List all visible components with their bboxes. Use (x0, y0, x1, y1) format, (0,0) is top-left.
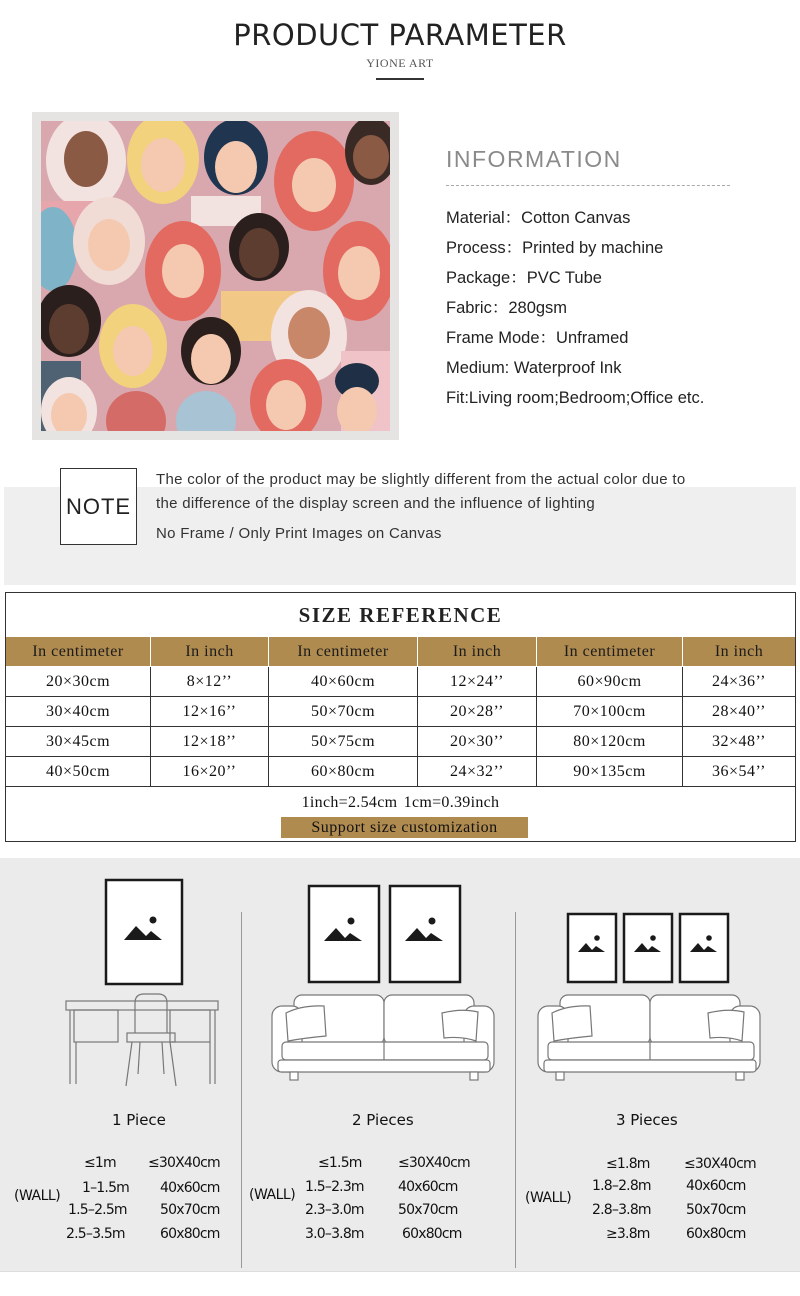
print-size: 50x70cm (398, 1202, 458, 1218)
table-cell: 50×75cm (269, 727, 418, 756)
table-cell: 30×45cm (6, 727, 151, 756)
one-piece-label: 1 Piece (112, 1111, 166, 1129)
table-cell: 16×20’’ (151, 757, 269, 786)
note-line-3: No Frame / Only Print Images on Canvas (156, 525, 442, 542)
info-fabric: Fabric：280gsm (446, 299, 568, 317)
wall-width: 2.8–3.8m (592, 1202, 651, 1218)
print-size: 40x60cm (160, 1180, 220, 1196)
info-package: Package：PVC Tube (446, 269, 602, 287)
information-title: INFORMATION (446, 146, 622, 172)
note-line-2: the difference of the display screen and the influence of lighting (156, 495, 595, 512)
info-material: Material：Cotton Canvas (446, 209, 631, 227)
print-size: 60x80cm (402, 1226, 462, 1242)
unit-conversion: 1inch=2.54cm 1cm=0.39inch (301, 794, 500, 811)
print-size: 40x60cm (398, 1179, 458, 1195)
note-line-1: The color of the product may be slightly different from the actual color due to (156, 471, 686, 488)
table-cell: 8×12’’ (151, 667, 269, 696)
print-size: 50x70cm (686, 1202, 746, 1218)
size-table-header (6, 637, 795, 666)
sofa-two-frames-icon (242, 858, 515, 1098)
wall-label: (WALL) (249, 1187, 296, 1203)
header-inch-2: In inch (418, 637, 537, 666)
note-label: NOTE (60, 468, 137, 545)
wall-width: 1.5–2.3m (305, 1179, 364, 1195)
table-row (6, 757, 795, 787)
sofa-three-frames-icon (516, 858, 800, 1098)
table-cell: 12×16’’ (151, 697, 269, 726)
wall-width: ≥3.8m (606, 1226, 650, 1242)
print-size: ≤30X40cm (148, 1155, 220, 1171)
info-fit: Fit:Living room;Bedroom;Office etc. (446, 389, 705, 407)
brand-subtitle: YIONE ART (366, 56, 434, 70)
print-size: 60x80cm (686, 1226, 746, 1242)
header-cm-2: In centimeter (269, 637, 418, 666)
table-cell: 60×80cm (269, 757, 418, 786)
title-underline (376, 78, 424, 80)
table-cell: 60×90cm (537, 667, 683, 696)
header-inch-1: In inch (151, 637, 269, 666)
wall-width: 1.8–2.8m (592, 1178, 651, 1194)
two-pieces-label: 2 Pieces (352, 1111, 414, 1129)
table-cell: 28×40’’ (712, 702, 766, 720)
table-cell: 90×135cm (537, 757, 683, 786)
info-medium: Medium: Waterproof Ink (446, 359, 622, 377)
size-reference-title: SIZE REFERENCE (298, 603, 503, 627)
wall-label: (WALL) (525, 1190, 572, 1206)
print-size: ≤30X40cm (684, 1156, 756, 1172)
table-cell: 12×24’’ (418, 667, 537, 696)
desk-scene-icon (0, 858, 241, 1098)
table-cell: 50×70cm (269, 697, 418, 726)
table-cell: 40×60cm (269, 667, 418, 696)
page-title: PRODUCT PARAMETER (233, 18, 567, 52)
women-portrait-illustration (41, 121, 390, 431)
table-cell: 32×48’’ (712, 732, 766, 750)
info-process: Process：Printed by machine (446, 239, 664, 257)
wall-width: 3.0–3.8m (305, 1226, 364, 1242)
wall-width: 2.3–3.0m (305, 1202, 364, 1218)
table-cell: 70×100cm (537, 697, 683, 726)
customization-badge: Support size customization (281, 817, 528, 838)
header-cm-1: In centimeter (6, 637, 151, 666)
table-row (6, 727, 795, 757)
wall-label: (WALL) (14, 1188, 61, 1204)
table-cell: 24×36’’ (712, 672, 766, 690)
table-cell: 12×18’’ (151, 727, 269, 756)
table-row (6, 667, 795, 697)
size-reference-table (5, 592, 796, 842)
info-frame-mode: Frame Mode：Unframed (446, 329, 629, 347)
wall-width: 2.5–3.5m (66, 1226, 125, 1242)
wall-width: ≤1.5m (318, 1155, 362, 1171)
product-artwork (32, 112, 399, 440)
wall-width: ≤1.8m (606, 1156, 650, 1172)
print-size: 50x70cm (160, 1202, 220, 1218)
print-size: 40x60cm (686, 1178, 746, 1194)
header-inch-3: In inch (714, 642, 764, 660)
table-cell: 40×50cm (6, 757, 151, 786)
bottom-divider (0, 1271, 800, 1272)
wall-width: 1.5–2.5m (68, 1202, 127, 1218)
header-cm-3: In centimeter (537, 637, 683, 666)
three-pieces-label: 3 Pieces (616, 1111, 678, 1129)
table-cell: 24×32’’ (418, 757, 537, 786)
information-divider (446, 185, 730, 186)
wall-width: ≤1m (84, 1155, 116, 1171)
table-cell: 36×54’’ (712, 762, 766, 780)
table-cell: 20×30cm (6, 667, 151, 696)
print-size: ≤30X40cm (398, 1155, 470, 1171)
wall-size-guide (0, 858, 800, 1271)
table-cell: 20×30’’ (418, 727, 537, 756)
print-size: 60x80cm (160, 1226, 220, 1242)
table-cell: 30×40cm (6, 697, 151, 726)
table-cell: 20×28’’ (418, 697, 537, 726)
table-row (6, 697, 795, 727)
table-cell: 80×120cm (537, 727, 683, 756)
information-list (446, 206, 704, 416)
wall-width: 1–1.5m (82, 1180, 130, 1196)
